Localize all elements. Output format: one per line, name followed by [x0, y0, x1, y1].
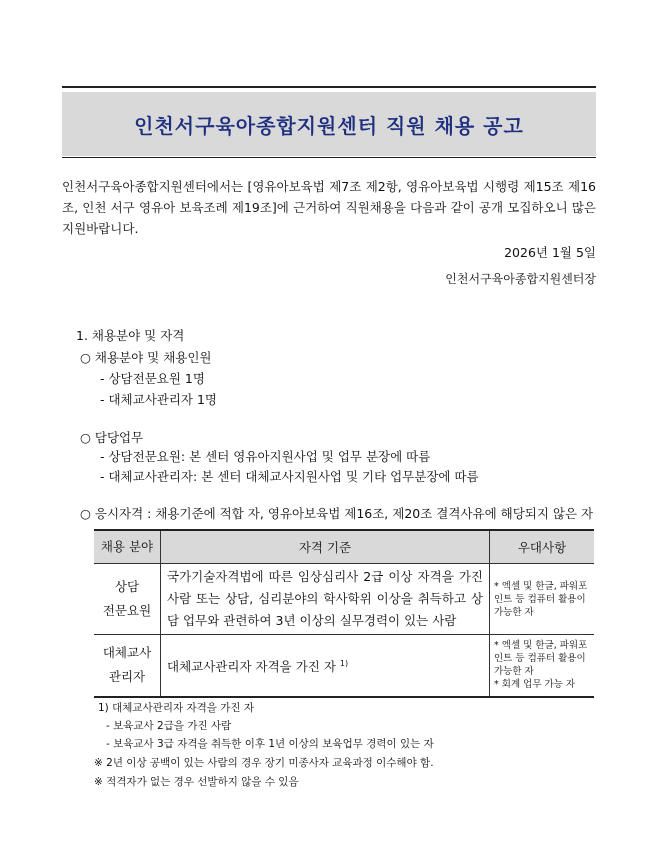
table-row — [94, 635, 594, 697]
preference-item: * 엑셀 및 한글, 파워포인트 등 컴퓨터 활용이 가능한 자 — [494, 640, 588, 678]
field-item: - 대체교사관리자 1명 — [100, 392, 218, 407]
footnote-ref: 1) — [339, 658, 349, 668]
footnote: - 보육교사 2급을 가진 사람 — [106, 720, 232, 732]
top-rule — [62, 86, 596, 88]
field-name-line: 상담 — [114, 579, 140, 594]
announcement-date: 2026년 1월 5일 — [504, 245, 596, 260]
criteria-cell: 국가기술자격법에 따른 임상심리사 2급 이상 자격을 가진 사람 또는 상담, 심리분야의 학사학위 이상을 취득하고 상담 업무와 관련하여 3년 이상의 실무경력이 있는 사람 — [161, 564, 490, 635]
intro-paragraph: 인천서구육아종합지원센터에서는 [영유아보육법 제7조 제2항, 영유아보육법 시행령 제15조 제16조, 인천 서구 영유아 보육조례 제19조]에 근거하여 직원채용을 다음과 같이 공개 모집하오니 많은 지원바랍니다. — [62, 179, 596, 236]
table-header: 우대사항 — [490, 530, 595, 564]
table-row — [94, 564, 594, 635]
fields-heading: ○ 채용분야 및 채용인원 — [80, 350, 212, 365]
title-bottom-rule — [62, 157, 596, 158]
title-box — [62, 92, 596, 156]
field-name-line: 전문요원 — [102, 603, 152, 618]
footnote: - 보육교사 3급 자격을 취득한 이후 1년 이상의 보육업무 경력이 있는 자 — [106, 738, 434, 750]
field-cell — [94, 635, 161, 697]
preference-cell — [490, 564, 595, 635]
preference-item: * 엑셀 및 한글, 파워포인트 등 컴퓨터 활용이 가능한 자 — [494, 580, 588, 618]
field-item: - 상담전문요원 1명 — [100, 371, 205, 386]
footnote: 1) 대체교사관리자 자격을 가진 자 — [98, 702, 254, 714]
table-header: 채용 분야 — [94, 530, 161, 564]
duties-heading: ○ 담당업무 — [80, 430, 144, 445]
preference-cell — [490, 635, 595, 697]
signer: 인천서구육아종합지원센터장 — [445, 272, 596, 286]
criteria-cell — [161, 635, 490, 697]
page-title: 인천서구육아종합지원센터 직원 채용 공고 — [134, 113, 524, 138]
preference-item: * 회계 업무 가능 자 — [494, 679, 576, 691]
field-name-line: 대체교사 — [102, 645, 152, 661]
footnote: ※ 적격자가 없는 경우 선발하지 않을 수 있음 — [94, 776, 299, 788]
duty-item: - 상담전문요원: 본 센터 영유아지원사업 및 업무 분장에 따름 — [100, 449, 431, 464]
criteria-text: 대체교사관리자 자격을 가진 자 — [167, 658, 336, 674]
field-name-line: 관리자 — [108, 669, 146, 685]
duty-item: - 대체교사관리자: 본 센터 대체교사지원사업 및 기타 업무분장에 따름 — [100, 469, 479, 484]
table-header: 자격 기준 — [161, 530, 490, 564]
qualification-heading: ○ 응시자격 : 채용기준에 적합 자, 영유아보육법 제16조, 제20조 결격사유에 해당되지 않은 자 — [80, 506, 594, 521]
section-heading: 1. 채용분야 및 자격 — [76, 328, 185, 343]
table-header-row — [94, 530, 594, 564]
footnote: ※ 2년 이상 공백이 있는 사람의 경우 장기 미종사자 교육과정 이수해야 함. — [94, 757, 434, 769]
qualification-table — [94, 529, 594, 698]
field-cell — [94, 564, 161, 635]
